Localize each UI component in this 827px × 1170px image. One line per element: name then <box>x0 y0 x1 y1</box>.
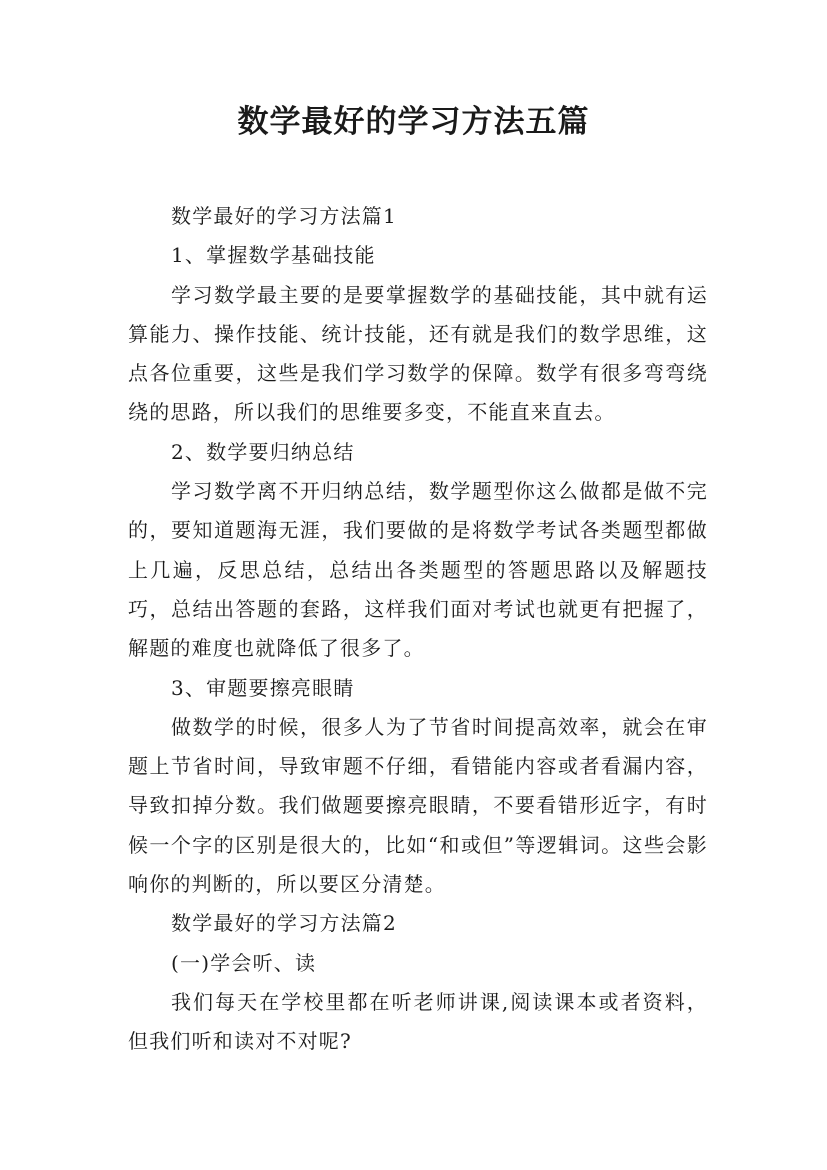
subheading-3: 3、审题要擦亮眼睛 <box>171 675 355 700</box>
paragraph-3: 做数学的时候，很多人为了节省时间提高效率，就会在审题上节省时间，导致审题不仔细，看错能内容或者看漏内容，导致扣掉分数。我们做题要擦亮眼睛，不要看错形近字，有时候一个字的区别是很大的，比如“和或但”等逻辑词。这些会影响你的判断的，所以要区分清楚。 <box>128 714 708 897</box>
section-heading-part-1: 数学最好的学习方法篇1 <box>171 204 397 228</box>
paragraph-2: 学习数学离不开归纳总结，数学题型你这么做都是做不完的，要知道题海无涯，我们要做的是将数学考试各类题型都做上几遍，反思总结，总结出各类题型的答题思路以及解题技巧，总结出答题的套路，这样我们面对考试也就更有把握了，解题的难度也就降低了很多了。 <box>128 479 708 661</box>
subheading-listen-read: (一)学会听、读 <box>171 950 317 975</box>
paragraph-4: 我们每天在学校里都在听老师讲课,阅读课本或者资料，但我们听和读对不对呢? <box>128 989 708 1054</box>
document-title: 数学最好的学习方法五篇 <box>237 104 590 140</box>
document-body <box>128 197 708 1062</box>
section-heading-part-2: 数学最好的学习方法篇2 <box>171 911 397 936</box>
paragraph-1: 学习数学最主要的是要掌握数学的基础技能，其中就有运算能力、操作技能、统计技能，还有就是我们的数学思维，这点各位重要，这些是我们学习数学的保障。数学有很多弯弯绕绕的思路，所以我们的思维要多变，不能直来直去。 <box>128 282 708 425</box>
subheading-1: 1、掌握数学基础技能 <box>171 243 376 268</box>
subheading-2: 2、数学要归纳总结 <box>171 439 355 464</box>
